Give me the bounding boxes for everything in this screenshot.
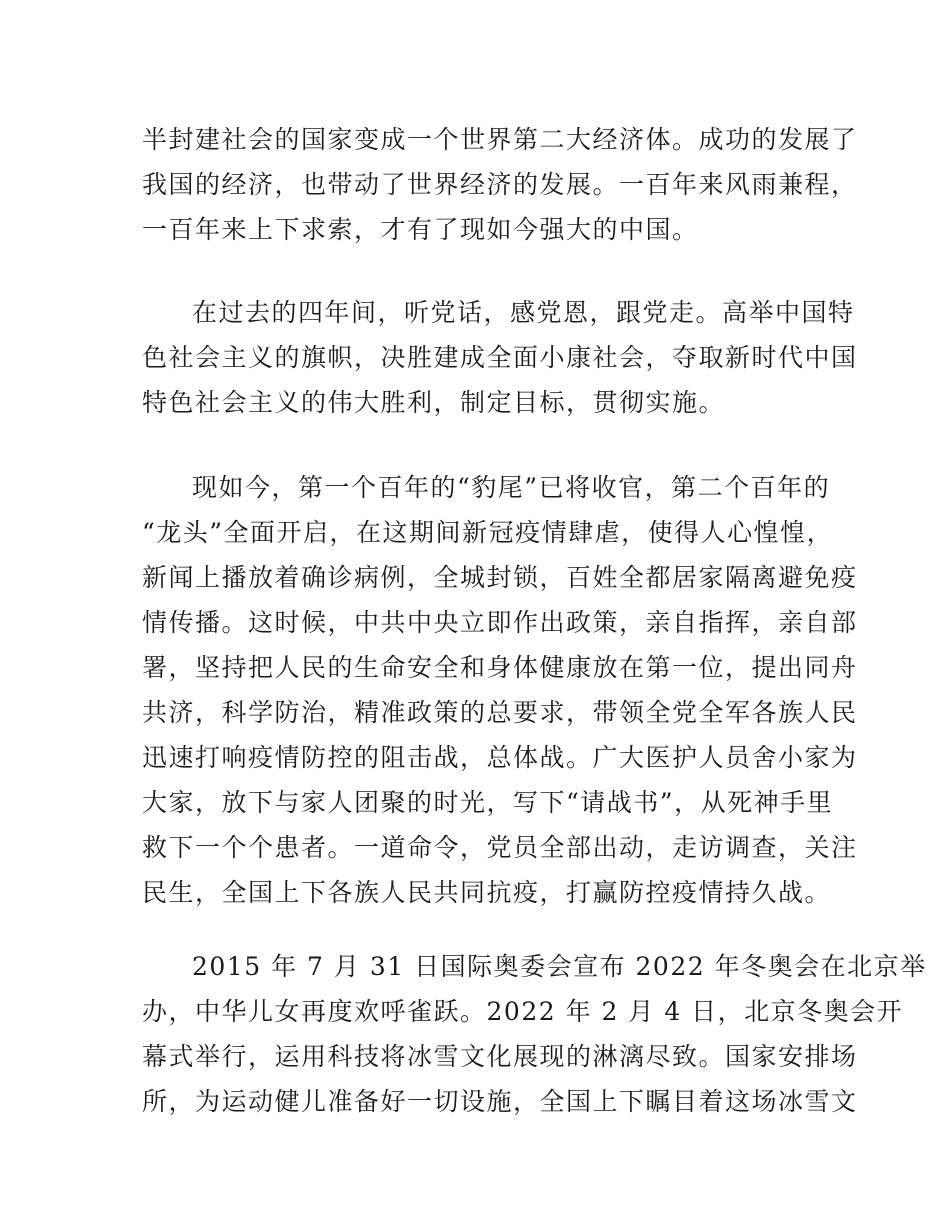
paragraph-line: 色社会主义的旗帜，决胜建成全面小康社会，夺取新时代中国: [142, 343, 858, 372]
paragraph-line: 署，坚持把人民的生命安全和身体健康放在第一位，提出同舟: [142, 653, 858, 682]
paragraph-line: 民生，全国上下各族人民共同抗疫，打赢防控疫情持久战。: [142, 878, 832, 907]
paragraph-line: 半封建社会的国家变成一个世界第二大经济体。成功的发展了: [142, 125, 858, 154]
paragraph-first-line: 现如今，第一个百年的“豹尾”已将收官，第二个百年的: [192, 473, 831, 502]
paragraph-2: [142, 290, 858, 425]
paragraph-first-line: 2015 年 7 月 31 日国际奥委会宣布 2022 年冬奥会在北京举: [192, 952, 927, 981]
paragraph-line: 一百年来上下求索，才有了现如今强大的中国。: [142, 215, 699, 244]
paragraph-4: [142, 944, 927, 1124]
paragraph-line: “龙头”全面开启，在这期间新冠疫情肆虐，使得人心惶惶，: [142, 518, 834, 547]
paragraph-line: 特色社会主义的伟大胜利，制定目标，贯彻实施。: [142, 388, 726, 417]
paragraph-line: 迅速打响疫情防控的阻击战，总体战。广大医护人员舍小家为: [142, 743, 858, 772]
paragraph-line: 大家，放下与家人团聚的时光，写下“请战书”，从死神手里: [142, 788, 834, 817]
paragraph-first-line: 在过去的四年间，听党话，感党恩，跟党走。高举中国特: [192, 298, 855, 327]
paragraph-3: [142, 465, 858, 915]
paragraph-line: 所，为运动健儿准备好一切设施，全国上下瞩目着这场冰雪文: [142, 1087, 858, 1116]
paragraph-line: 我国的经济，也带动了世界经济的发展。一百年来风雨兼程，: [142, 170, 858, 199]
paragraph-line: 情传播。这时候，中共中央立即作出政策，亲自指挥，亲自部: [142, 608, 858, 637]
paragraph-line: 共济，科学防治，精准政策的总要求，带领全党全军各族人民: [142, 698, 858, 727]
paragraph-line: 办，中华儿女再度欢呼雀跃。2022 年 2 月 4 日，北京冬奥会开: [142, 997, 904, 1026]
paragraph-1: [142, 117, 858, 252]
paragraph-line: 新闻上播放着确诊病例，全城封锁，百姓全都居家隔离避免疫: [142, 563, 858, 592]
paragraph-line: 幕式举行，运用科技将冰雪文化展现的淋漓尽致。国家安排场: [142, 1042, 858, 1071]
paragraph-line: 救下一个个患者。一道命令，党员全部出动，走访调查，关注: [142, 833, 858, 862]
